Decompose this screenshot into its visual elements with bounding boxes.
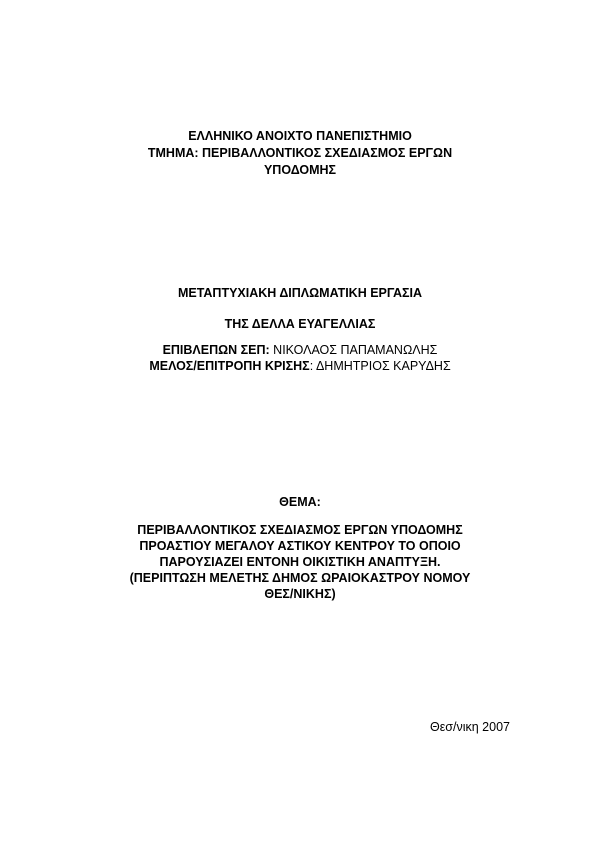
topic-label: ΘΕΜΑ: — [279, 495, 321, 509]
supervisor-name: ΝΙΚΟΛΑΟΣ ΠΑΠΑΜΑΝΩΛΗΣ — [269, 343, 438, 357]
university-name: ΕΛΛΗΝΙΚΟ ΑΝΟΙΧΤΟ ΠΑΝΕΠΙΣΤΗΜΙΟ — [188, 129, 412, 143]
supervisor-line — [0, 343, 600, 358]
committee-member-name: : ΔΗΜΗΤΡΙΟΣ ΚΑΡΥΔΗΣ — [309, 359, 451, 373]
committee-member-line — [0, 359, 600, 374]
topic-line: ΠΕΡΙΒΑΛΛΟΝΤΙΚΟΣ ΣΧΕΔΙΑΣΜΟΣ ΕΡΓΩΝ ΥΠΟΔΟΜΗΣ — [137, 523, 463, 537]
department-line-2: ΥΠΟΔΟΜΗΣ — [263, 163, 337, 177]
topic-line: (ΠΕΡΙΠΤΩΣΗ ΜΕΛΕΤΗΣ ΔΗΜΟΣ ΩΡΑΙΟΚΑΣΤΡΟΥ ΝΟΜΟΥ — [129, 571, 471, 585]
supervisor-label: ΕΠΙΒΛΕΠΩΝ ΣΕΠ: — [162, 343, 270, 357]
topic-line: ΠΡΟΑΣΤΙΟΥ ΜΕΓΑΛΟΥ ΑΣΤΙΚΟΥ ΚΕΝΤΡΟΥ ΤΟ ΟΠΟΙΟ — [139, 539, 461, 553]
thesis-type: ΜΕΤΑΠΤΥΧΙΑΚΗ ΔΙΠΛΩΜΑΤΙΚΗ ΕΡΓΑΣΙΑ — [177, 286, 423, 300]
thesis-author: ΤΗΣ ΔΕΛΛΑ ΕΥΑΓΕΛΛΙΑΣ — [224, 317, 376, 331]
department-line-1: ΤΜΗΜΑ: ΠΕΡΙΒΑΛΛΟΝΤΙΚΟΣ ΣΧΕΔΙΑΣΜΟΣ ΕΡΓΩΝ — [147, 146, 453, 160]
topic-line: ΠΑΡΟΥΣΙΑΖΕΙ ΕΝΤΟΝΗ ΟΙΚΙΣΤΙΚΗ ΑΝΑΠΤΥΞΗ. — [159, 555, 441, 569]
topic-line: ΘΕΣ/ΝΙΚΗΣ) — [264, 587, 336, 601]
place-date: Θεσ/νικη 2007 — [430, 720, 510, 734]
committee-member-label: ΜΕΛΟΣ/ΕΠΙΤΡΟΠΗ ΚΡΙΣΗΣ — [149, 359, 310, 373]
